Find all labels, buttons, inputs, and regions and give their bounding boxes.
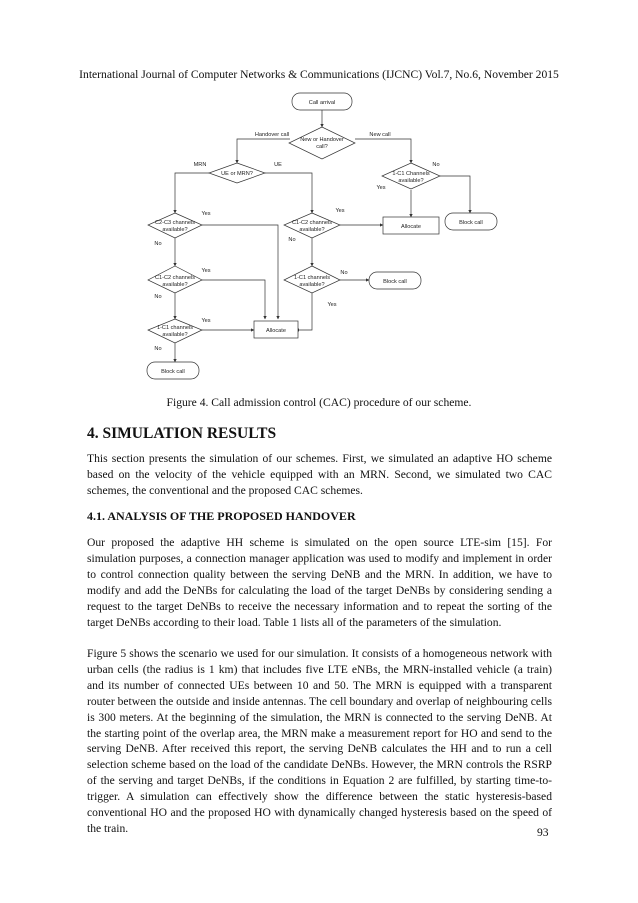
node-block-call-new <box>445 213 497 230</box>
label-new-call: New call <box>369 132 391 138</box>
svg-text:1-C1 channels: 1-C1 channels <box>293 275 331 281</box>
node-c1-available-mrn <box>148 319 202 343</box>
paragraph-intro: This section presents the simulation of our schemes. First, we simulated an adaptive HO scheme based on the velocity of the vehicle equipped with an MRN. Second, we simulated two CAC schemes, the conventional and the proposed CAC schemes. <box>87 452 552 497</box>
journal-header: International Journal of Computer Networks & Communications (IJCNC) Vol.7, No.6, November 2015 <box>79 68 559 81</box>
label-no-c2c3: No <box>154 241 162 247</box>
svg-text:New or Handover: New or Handover <box>300 137 344 143</box>
node-allocate-new <box>383 217 439 234</box>
svg-text:available?: available? <box>299 282 325 288</box>
svg-text:Call arrival: Call arrival <box>308 100 336 106</box>
node-new-or-handover <box>289 127 355 159</box>
figure-caption: Figure 4. Call admission control (CAC) procedure of our scheme. <box>166 396 472 409</box>
section-heading: 4. SIMULATION RESULTS <box>87 425 277 442</box>
label-no-mrn-c1: No <box>154 346 162 352</box>
svg-text:available?: available? <box>398 178 424 184</box>
label-no-mrn-c1c2: No <box>154 294 162 300</box>
node-ue-or-mrn <box>209 163 265 183</box>
label-no-ue-c1c2: No <box>288 237 296 243</box>
node-c1c2-available-mrn <box>148 266 202 293</box>
node-block-call-ue <box>369 272 421 289</box>
page-number: 93 <box>537 826 549 839</box>
label-yes-mrn-c1: Yes <box>201 318 211 324</box>
subsection-heading: 4.1. ANALYSIS OF THE PROPOSED HANDOVER <box>87 509 356 523</box>
label-yes-new: Yes <box>376 185 386 191</box>
svg-text:Block call: Block call <box>459 220 483 226</box>
label-mrn: MRN <box>193 162 207 168</box>
svg-text:C1-C2 channels: C1-C2 channels <box>291 220 333 226</box>
node-allocate-handover <box>254 321 298 338</box>
node-c1-available-new <box>382 163 440 189</box>
node-call-arrival <box>292 93 352 110</box>
paragraph-scenario: Figure 5 shows the scenario we used for our simulation. It consists of a homogeneous network with urban cells (the radius is 1 km) that includes five LTE eNBs, the MRN-installed vehicle (a train) and its number of connected UEs between 10 and 50. The MRN is equipped with a transparent router between the outside and inside antennas. The cell boundary and overlap of neighbouring cells is 300 meters. At the beginning of the simulation, the MRN is connected to the serving DeNB. At the starting point of the overlap area, the MRN make a measurement report for HO and send to the serving DeNB. After received this report, the serving DeNB calculates the HH and to run a cell selection scheme based on the load of the candidate DeNBs. However, the MRN controls the RSRP of the serving and target DeNBs, if the conditions in Equation 2 are fulfilled, by starting time-to-trigger. A simulation can effectively show the difference between the static hysteresis-based conventional HO and the proposed HO with dynamically changed hysteresis based on the speed of the train. <box>87 647 553 835</box>
node-block-call-mrn <box>147 362 199 379</box>
svg-text:available?: available? <box>299 227 325 233</box>
svg-text:available?: available? <box>162 227 188 233</box>
node-c1c2-available-ue <box>284 213 340 238</box>
node-c1-available-ue <box>284 266 340 293</box>
svg-text:C1-C2 channels: C1-C2 channels <box>154 275 196 281</box>
cac-flowchart <box>0 0 638 400</box>
svg-text:1-C1 channels: 1-C1 channels <box>156 325 194 331</box>
svg-text:available?: available? <box>162 332 188 338</box>
svg-text:1-C1 Channels: 1-C1 Channels <box>392 171 430 177</box>
svg-text:Allocate: Allocate <box>401 224 421 230</box>
svg-text:Block call: Block call <box>383 279 407 285</box>
svg-text:Block call: Block call <box>161 369 185 375</box>
label-yes-ue-c1c2: Yes <box>335 208 345 214</box>
svg-text:UE or MRN?: UE or MRN? <box>221 171 253 177</box>
label-ue: UE <box>274 162 282 168</box>
label-handover-call: Handover call <box>254 132 290 138</box>
svg-text:call?: call? <box>316 144 328 150</box>
svg-text:available?: available? <box>162 282 188 288</box>
paragraph-simulation: Our proposed the adaptive HH scheme is simulated on the open source LTE-sim [15]. For simulation purposes, a connection manager application was used to modify and implement in order to control connection quality between the serving DeNB and the MRN. In addition, we have to modify and add the DeNBs for calculating the load of the target DeNBs by considering sending a request to the target DeNBs to receive the necessary information and to repeat the sorting of the target DeNBs according to their load. Table 1 lists all of the parameters of the simulation. <box>87 536 552 629</box>
label-no-new: No <box>432 162 440 168</box>
label-yes-c2c3: Yes <box>201 211 211 217</box>
label-yes-ue-c1: Yes <box>327 302 337 308</box>
svg-text:C2-C3 channels: C2-C3 channels <box>154 220 196 226</box>
node-c2c3-available <box>148 213 202 238</box>
label-yes-mrn-c1c2: Yes <box>201 268 211 274</box>
svg-text:Allocate: Allocate <box>266 328 286 334</box>
label-no-ue-c1: No <box>340 270 348 276</box>
